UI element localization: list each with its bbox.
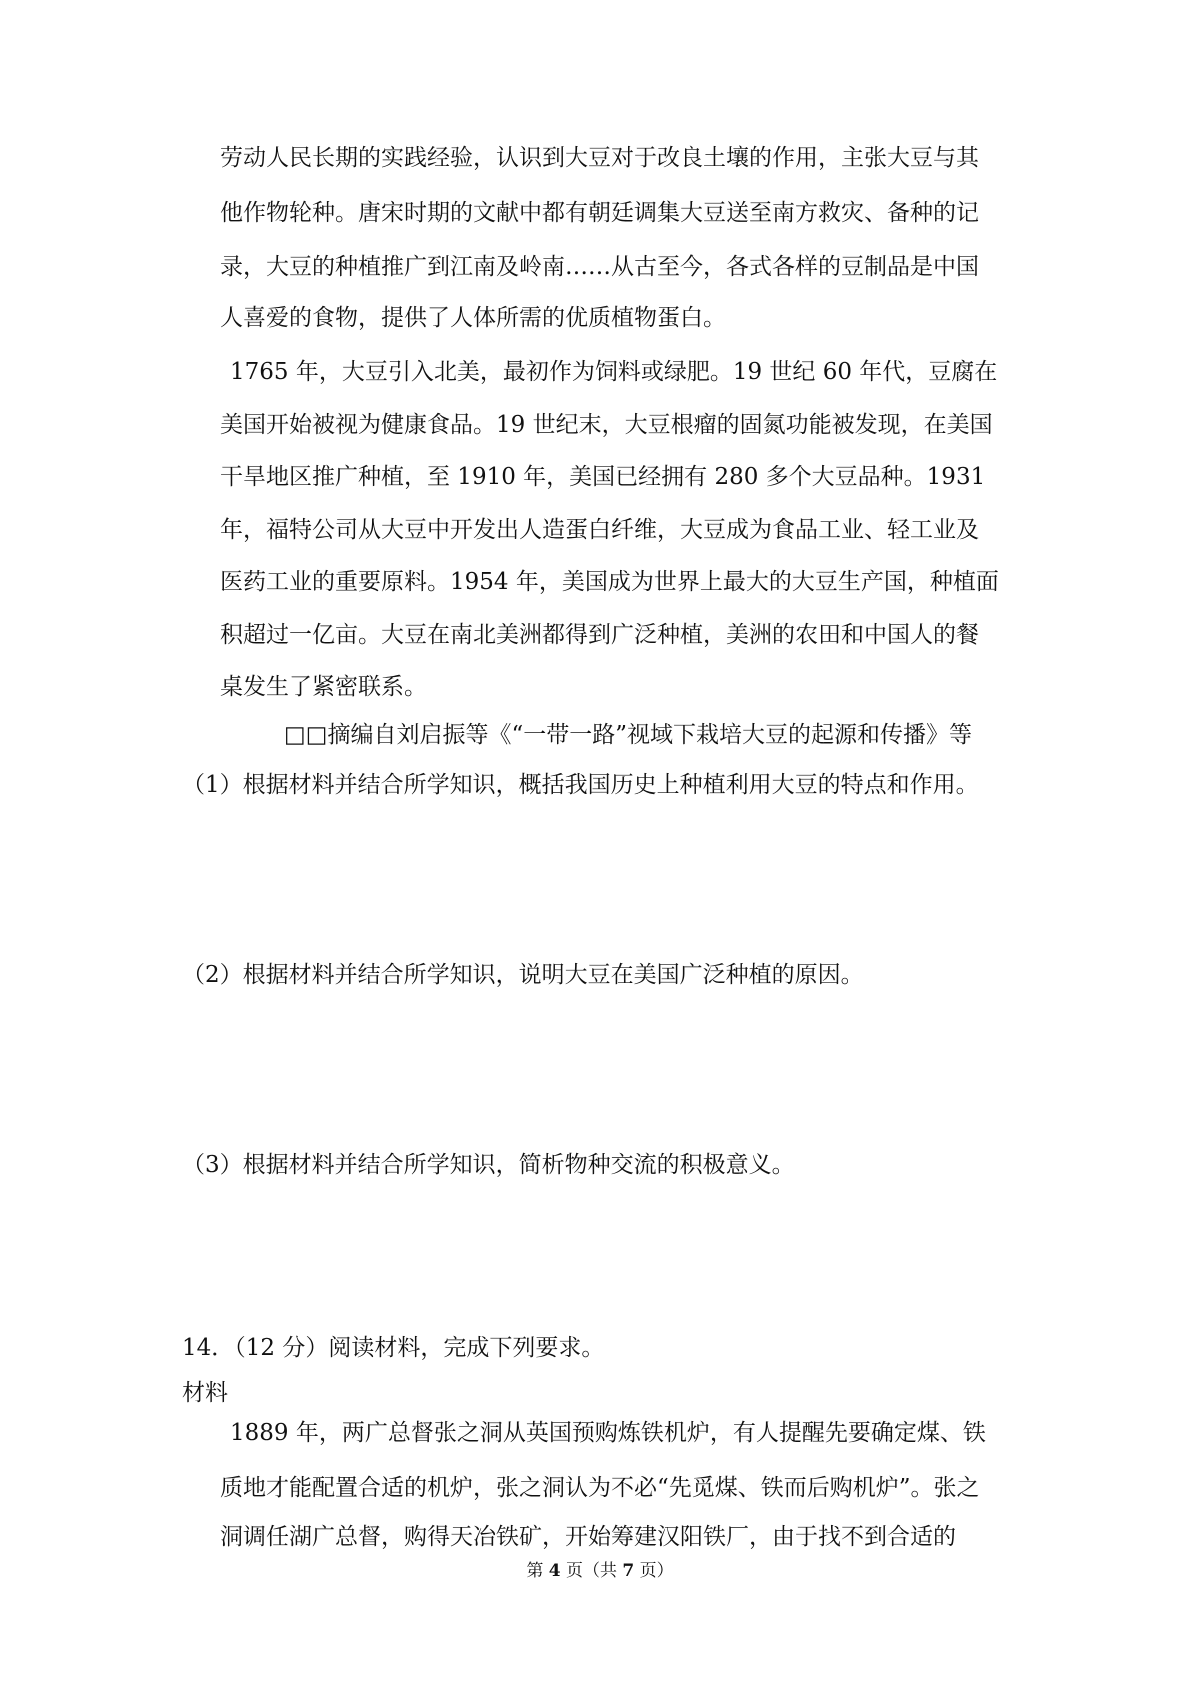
footer-suffix: 页） — [634, 1561, 674, 1581]
material-line: 人喜爱的食物，提供了人体所需的优质植物蛋白。 — [220, 305, 726, 331]
source-citation: □□摘编自刘启振等《“一带一路”视域下栽培大豆的起源和传播》等 — [284, 722, 972, 748]
material-line: 美国开始被视为健康食品。19 世纪末，大豆根瘤的固氮功能被发现，在美国 — [220, 412, 993, 438]
sub-question-1: （1）根据材料并结合所学知识，概括我国历史上种植利用大豆的特点和作用。 — [182, 772, 979, 798]
question-14-header: 14．（12 分）阅读材料，完成下列要求。 — [182, 1335, 605, 1361]
material-line: 劳动人民长期的实践经验，认识到大豆对于改良土壤的作用，主张大豆与其 — [220, 145, 979, 171]
footer-prefix: 第 — [526, 1561, 549, 1581]
material-line: 洞调任湖广总督，购得天冶铁矿，开始筹建汉阳铁厂，由于找不到合适的 — [220, 1524, 956, 1550]
material-line: 录，大豆的种植推广到江南及岭南……从古至今，各式各样的豆制品是中国 — [220, 254, 979, 280]
material-line: 干旱地区推广种植，至 1910 年，美国已经拥有 280 多个大豆品种。1931 — [220, 464, 986, 490]
footer-total-pages: 7 — [622, 1561, 635, 1581]
footer-page-number: 4 — [548, 1561, 561, 1581]
footer-middle: 页（共 — [560, 1561, 623, 1581]
material-line: 桌发生了紧密联系。 — [220, 674, 427, 700]
material-label: 材料 — [182, 1380, 228, 1406]
material-line: 1765 年，大豆引入北美，最初作为饲料或绿肥。19 世纪 60 年代，豆腐在 — [230, 359, 998, 385]
page-footer — [0, 1560, 1200, 1582]
material-line: 他作物轮种。唐宋时期的文献中都有朝廷调集大豆送至南方救灾、备种的记 — [220, 200, 979, 226]
sub-question-3: （3）根据材料并结合所学知识，简析物种交流的积极意义。 — [182, 1152, 795, 1178]
material-line: 1889 年，两广总督张之洞从英国预购炼铁机炉，有人提醒先要确定煤、铁 — [230, 1420, 986, 1446]
sub-question-2: （2）根据材料并结合所学知识，说明大豆在美国广泛种植的原因。 — [182, 962, 864, 988]
material-line: 积超过一亿亩。大豆在南北美洲都得到广泛种植，美洲的农田和中国人的餐 — [220, 622, 979, 648]
material-line: 质地才能配置合适的机炉，张之洞认为不必“先觅煤、铁而后购机炉”。张之 — [220, 1475, 980, 1501]
material-line: 年，福特公司从大豆中开发出人造蛋白纤维，大豆成为食品工业、轻工业及 — [220, 517, 979, 543]
material-line: 医药工业的重要原料。1954 年，美国成为世界上最大的大豆生产国，种植面 — [220, 569, 999, 595]
